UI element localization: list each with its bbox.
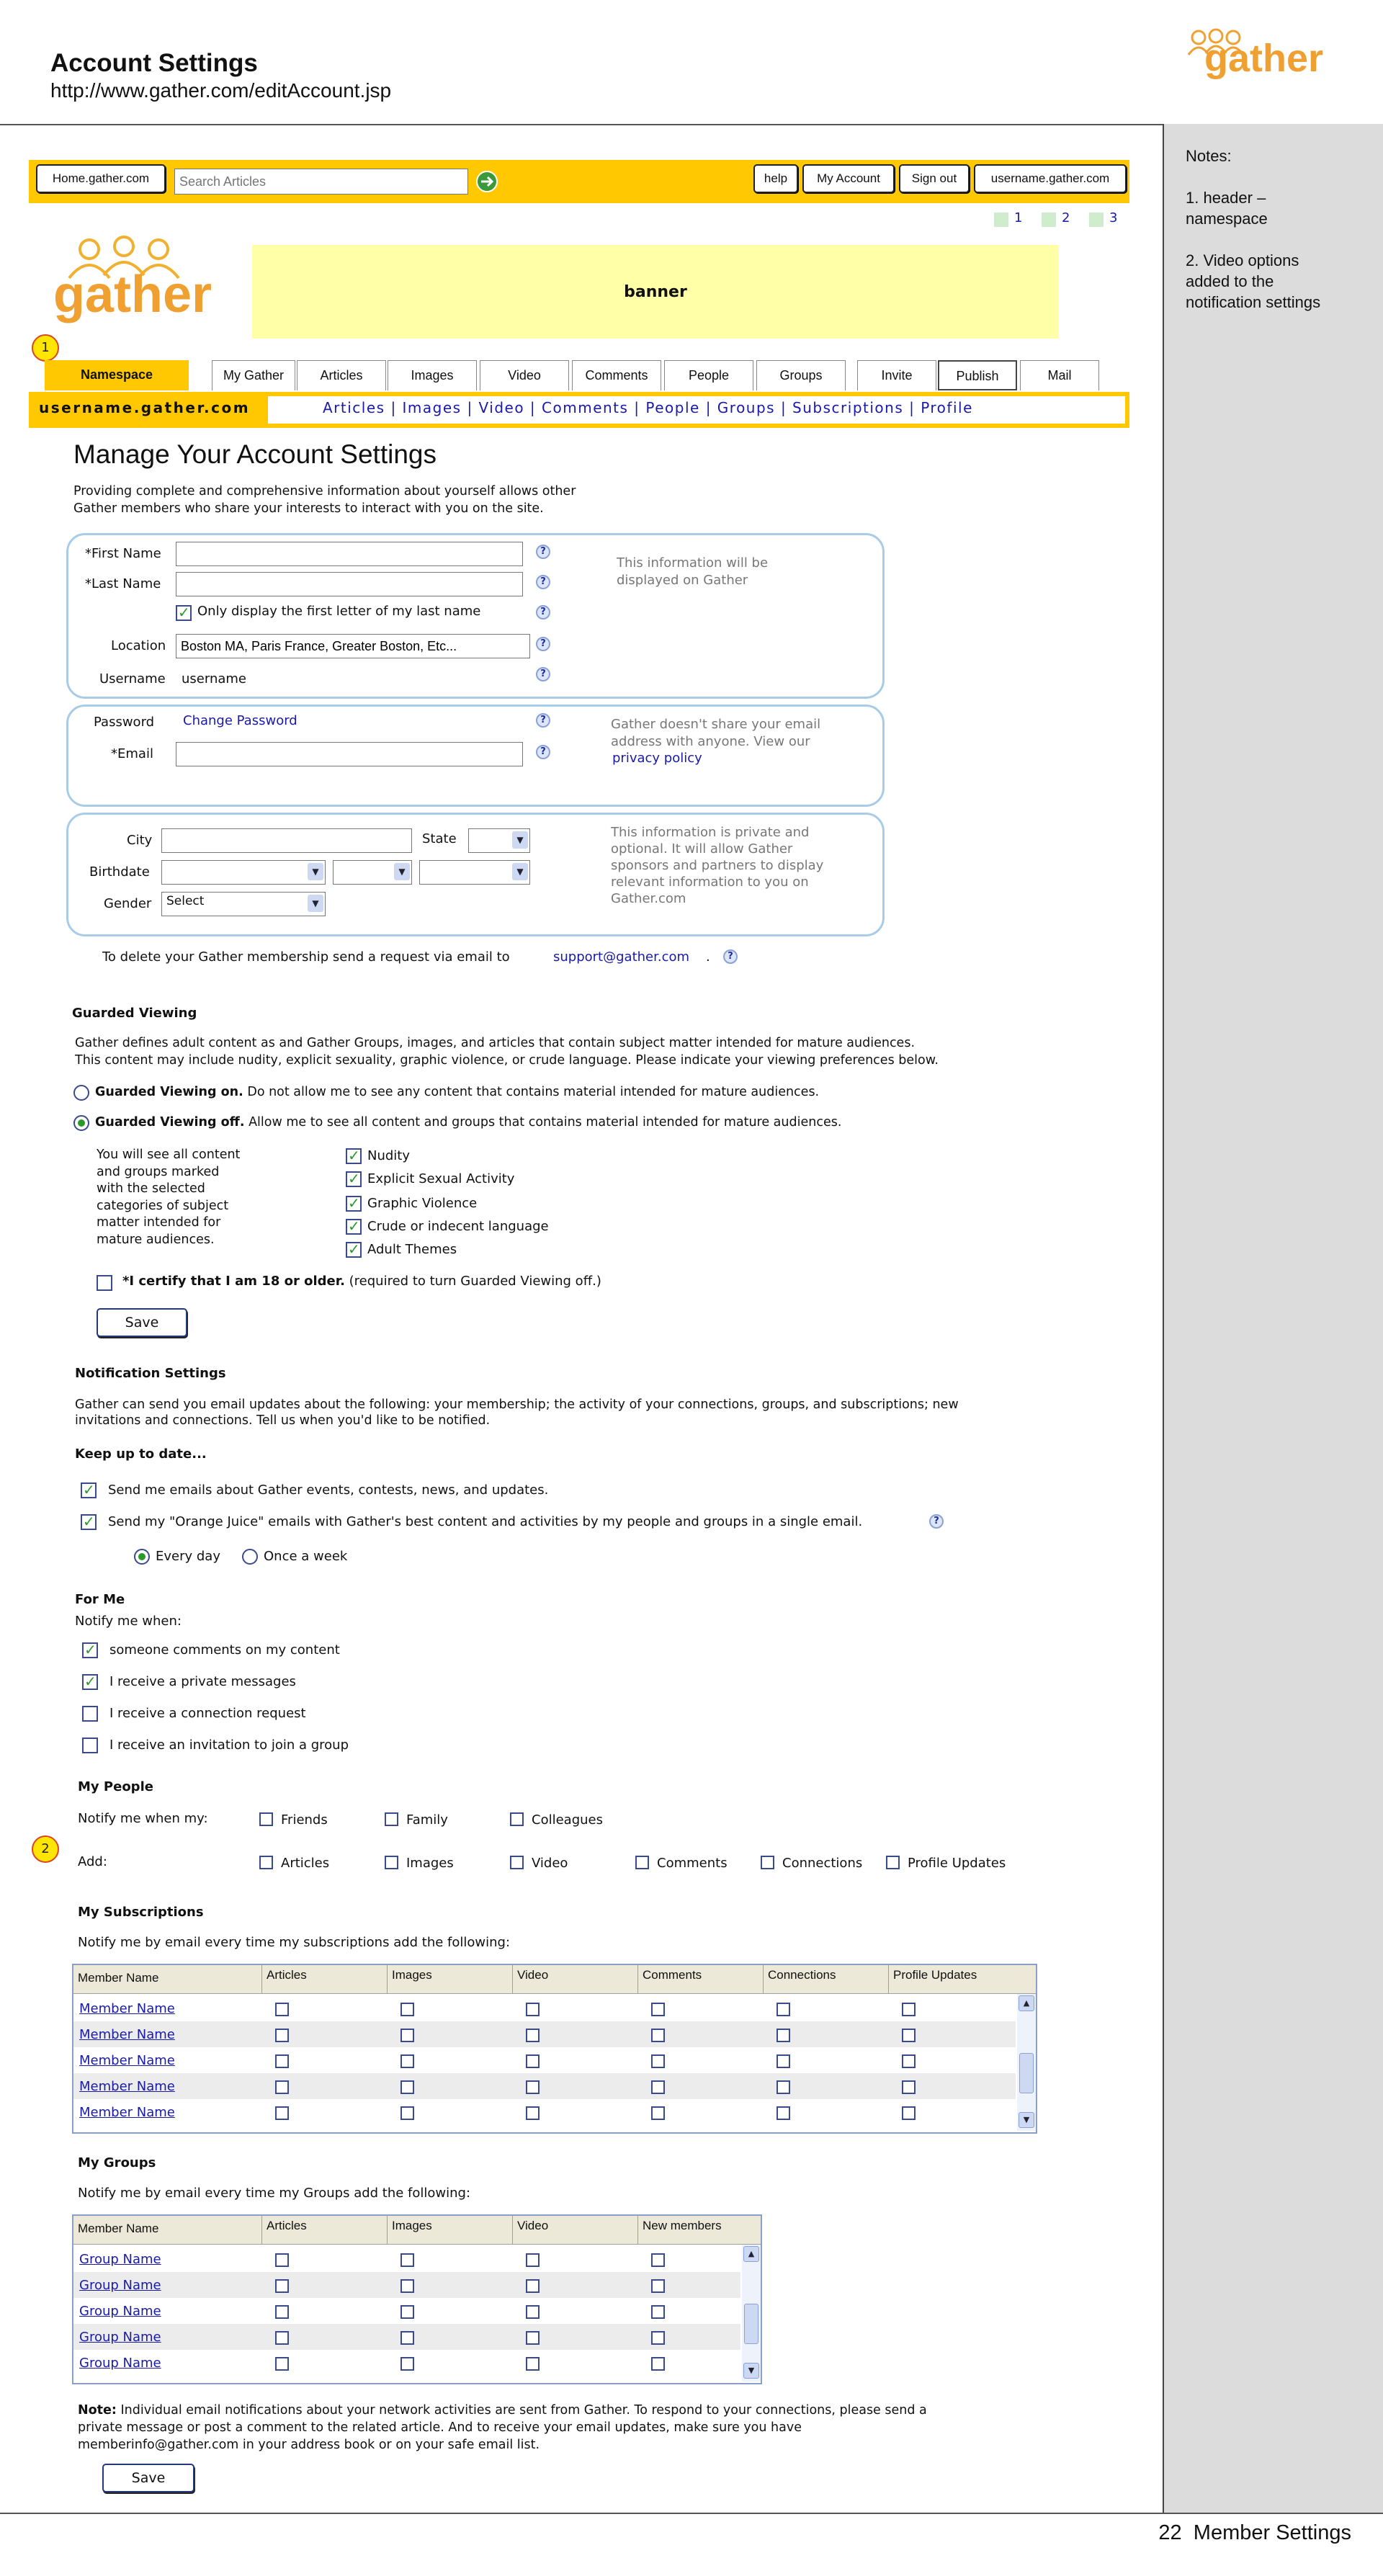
certify-checkbox[interactable] xyxy=(97,1275,112,1291)
username-value: username xyxy=(182,671,246,687)
grid-checkbox[interactable] xyxy=(400,2305,414,2319)
logo-wordmark: gather xyxy=(1204,37,1324,80)
grid-checkbox[interactable] xyxy=(275,2305,289,2319)
group-name-link[interactable]: Group Name xyxy=(79,2252,161,2267)
intro-line-2: Gather members who share your interests to interact with you on the site. xyxy=(73,501,544,516)
add-item: Profile Updates xyxy=(908,1856,1006,1871)
sign-out-button[interactable]: Sign out xyxy=(899,164,970,193)
grid-checkbox[interactable] xyxy=(400,2080,414,2094)
grid-checkbox[interactable] xyxy=(275,2080,289,2094)
state-label: State xyxy=(422,831,457,846)
guarded-on-text: Do not allow me to see any content that contains material intended for mature audiences. xyxy=(247,1085,820,1099)
grid-checkbox[interactable] xyxy=(651,2253,665,2267)
explicit-checkbox[interactable] xyxy=(346,1171,362,1187)
email-label: *Email xyxy=(111,746,153,761)
for-me-item: I receive a private messages xyxy=(109,1674,296,1689)
scroll-down-icon[interactable]: ▼ xyxy=(1019,2112,1034,2128)
search-go-icon[interactable] xyxy=(473,169,501,194)
grid-col-header[interactable]: New members xyxy=(643,2219,722,2232)
add-video-checkbox[interactable] xyxy=(510,1856,524,1869)
grid-checkbox[interactable] xyxy=(902,2003,916,2016)
gender-select-value: Select xyxy=(166,894,205,908)
guarded-off-bold: Guarded Viewing off. xyxy=(95,1115,245,1130)
birth-year-select[interactable] xyxy=(419,860,530,885)
table-row xyxy=(73,2324,740,2350)
tab-namespace[interactable]: Namespace xyxy=(45,360,189,390)
note-line-1 xyxy=(78,2403,927,2418)
grid-header xyxy=(73,2216,761,2245)
category-label: Explicit Sexual Activity xyxy=(367,1171,515,1186)
footer-label: Member Settings xyxy=(1193,2521,1351,2544)
grid-checkbox[interactable] xyxy=(400,2331,414,2345)
grid-checkbox[interactable] xyxy=(651,2003,665,2016)
grid-col-header[interactable]: Images xyxy=(388,1965,513,1993)
nudity-checkbox[interactable] xyxy=(346,1148,362,1164)
search-input[interactable] xyxy=(174,169,468,194)
people-item: Friends xyxy=(281,1812,328,1828)
grid-checkbox[interactable] xyxy=(902,2054,916,2068)
groups-grid xyxy=(72,2214,762,2384)
every-day-label: Every day xyxy=(156,1549,220,1564)
notes-panel xyxy=(1163,124,1383,2513)
member-name-link[interactable]: Member Name xyxy=(79,2105,175,2120)
grid-col-header[interactable]: Video xyxy=(513,2216,638,2244)
doc-url: http://www.gather.com/editAccount.jsp xyxy=(50,79,392,102)
my-account-button[interactable]: My Account xyxy=(802,164,895,193)
grid-col-header[interactable]: Profile Updates xyxy=(893,1968,977,1982)
namespace-bar xyxy=(29,392,1129,428)
grid-checkbox[interactable] xyxy=(526,2003,540,2016)
grid-checkbox[interactable] xyxy=(526,2080,540,2094)
guarded-on-label xyxy=(95,1085,819,1099)
every-day-radio[interactable] xyxy=(134,1549,150,1565)
grid-checkbox[interactable] xyxy=(526,2331,540,2345)
note-bold: Note: xyxy=(78,2403,117,2418)
grid-checkbox[interactable] xyxy=(776,2080,790,2094)
grid-checkbox[interactable] xyxy=(400,2106,414,2120)
orange-juice-checkbox[interactable] xyxy=(81,1514,97,1530)
namespace-links[interactable]: Articles | Images | Video | Comments | People | Groups | Subscriptions | Profile xyxy=(323,399,973,416)
grid-checkbox[interactable] xyxy=(902,2080,916,2094)
scroll-thumb[interactable] xyxy=(1019,2053,1034,2093)
last-name-label: *Last Name xyxy=(85,576,161,591)
grid-checkbox[interactable] xyxy=(526,2279,540,2293)
gender-label: Gender xyxy=(104,896,152,911)
grid-checkbox[interactable] xyxy=(526,2029,540,2042)
email-note: Gather doesn't share your email address with anyone. View our xyxy=(611,717,821,749)
grid-checkbox[interactable] xyxy=(275,2357,289,2371)
city-label: City xyxy=(127,833,153,848)
page-swatch xyxy=(1042,213,1056,227)
first-letter-checkbox[interactable] xyxy=(176,605,192,621)
category-label: Graphic Violence xyxy=(367,1196,478,1211)
table-row xyxy=(73,2350,740,2376)
pager-1[interactable]: 1 xyxy=(1014,210,1023,225)
birth-month-select[interactable] xyxy=(161,860,326,885)
guarded-on-radio[interactable] xyxy=(73,1085,89,1101)
grid-checkbox[interactable] xyxy=(275,2279,289,2293)
footer xyxy=(1158,2521,1351,2545)
grid-checkbox[interactable] xyxy=(526,2357,540,2371)
guarded-off-label xyxy=(95,1115,841,1130)
tab-people[interactable]: People xyxy=(664,360,753,390)
tab-articles[interactable]: Articles xyxy=(297,360,386,390)
people-item: Family xyxy=(406,1812,448,1828)
tab-groups[interactable]: Groups xyxy=(756,360,846,390)
grid-checkbox[interactable] xyxy=(651,2331,665,2345)
guarded-heading: Guarded Viewing xyxy=(72,1006,197,1021)
table-row xyxy=(73,2272,740,2298)
grid-checkbox[interactable] xyxy=(526,2305,540,2319)
grid-col-header[interactable]: Articles xyxy=(262,1965,388,1993)
grid-checkbox[interactable] xyxy=(526,2253,540,2267)
tab-mail[interactable]: Mail xyxy=(1020,360,1099,390)
for-me-heading: For Me xyxy=(75,1592,125,1607)
tab-my-gather[interactable]: My Gather xyxy=(212,360,295,390)
gather-logo-small xyxy=(1178,26,1351,98)
logo-wordmark-large: gather xyxy=(53,266,212,323)
table-row xyxy=(73,2246,740,2272)
grid-checkbox[interactable] xyxy=(651,2106,665,2120)
notify-my-label: Notify me when my: xyxy=(78,1811,208,1826)
help-icon[interactable]: ? xyxy=(929,1514,944,1529)
notify-when-label: Notify me when: xyxy=(75,1614,182,1629)
grid-checkbox[interactable] xyxy=(275,2003,289,2016)
help-icon[interactable]: ? xyxy=(536,545,550,559)
orange-juice-label: Send my "Orange Juice" emails with Gather's best content and activities by my people and groups in a single email. xyxy=(108,1514,863,1529)
grid-checkbox[interactable] xyxy=(400,2357,414,2371)
keep-up-heading: Keep up to date... xyxy=(75,1446,207,1462)
add-item: Images xyxy=(406,1856,454,1871)
gender-select[interactable] xyxy=(161,892,326,916)
for-me-item: I receive a connection request xyxy=(109,1706,306,1721)
subscriptions-heading: My Subscriptions xyxy=(78,1905,204,1920)
info-note: This information will be displayed on Gather xyxy=(617,555,769,588)
scroll-up-icon[interactable]: ▲ xyxy=(743,2246,759,2262)
help-icon[interactable]: ? xyxy=(536,745,550,759)
table-row xyxy=(73,2073,1016,2099)
category-label: Adult Themes xyxy=(367,1242,457,1257)
grid-scrollbar[interactable] xyxy=(742,2245,761,2382)
grid-checkbox[interactable] xyxy=(651,2279,665,2293)
table-row xyxy=(73,2298,740,2324)
chevron-down-icon: ▼ xyxy=(308,863,323,880)
add-item: Comments xyxy=(657,1856,728,1871)
group-name-link[interactable]: Group Name xyxy=(79,2278,161,2293)
groups-desc: Notify me by email every time my Groups add the following: xyxy=(78,2186,471,2201)
help-icon[interactable]: ? xyxy=(536,575,550,589)
city-input[interactable] xyxy=(161,828,412,853)
certify-label xyxy=(122,1274,601,1289)
annotation-marker-2: 2 xyxy=(32,1835,59,1863)
tab-images[interactable]: Images xyxy=(388,360,477,390)
period: . xyxy=(706,949,710,965)
grid-checkbox[interactable] xyxy=(275,2054,289,2068)
grid-scrollbar[interactable] xyxy=(1017,1994,1036,2131)
grid-checkbox[interactable] xyxy=(902,2106,916,2120)
for-me-item: someone comments on my content xyxy=(109,1642,340,1658)
pager-3[interactable]: 3 xyxy=(1109,210,1118,225)
notifications-save-button[interactable]: Save xyxy=(102,2464,194,2492)
grid-checkbox[interactable] xyxy=(275,2253,289,2267)
guarded-off-text: Allow me to see all content and groups that contains material intended for mature audiences. xyxy=(249,1115,842,1130)
violence-checkbox[interactable] xyxy=(346,1196,362,1212)
delete-text: To delete your Gather membership send a request via email to xyxy=(102,949,510,965)
connection-request-checkbox[interactable] xyxy=(82,1706,98,1722)
username-button[interactable]: username.gather.com xyxy=(974,164,1127,193)
chevron-down-icon: ▼ xyxy=(512,831,528,849)
grid-checkbox[interactable] xyxy=(776,2054,790,2068)
first-letter-label: Only display the first letter of my last name xyxy=(197,604,481,619)
chevron-down-icon: ▼ xyxy=(512,863,528,880)
birthdate-label: Birthdate xyxy=(89,864,150,880)
grid-header xyxy=(73,1965,1036,1994)
grid-checkbox[interactable] xyxy=(776,2029,790,2042)
events-checkbox[interactable] xyxy=(81,1482,97,1498)
grid-checkbox[interactable] xyxy=(275,2029,289,2042)
state-select[interactable] xyxy=(468,828,530,853)
grid-checkbox[interactable] xyxy=(275,2106,289,2120)
help-button[interactable]: help xyxy=(753,164,798,193)
grid-checkbox[interactable] xyxy=(526,2106,540,2120)
add-profile-updates-checkbox[interactable] xyxy=(886,1856,900,1869)
notification-heading: Notification Settings xyxy=(75,1366,226,1381)
privacy-policy-link[interactable]: privacy policy xyxy=(612,751,702,766)
member-name-link[interactable]: Member Name xyxy=(79,2079,175,2094)
once-week-label: Once a week xyxy=(264,1549,348,1564)
notification-desc-2: invitations and connections. Tell us when you'd like to be notified. xyxy=(75,1413,491,1428)
certify-bold: *I certify that I am 18 or older. xyxy=(122,1274,345,1289)
notification-desc-1: Gather can send you email updates about the following: your membership; the activity of your connections, groups, and subscriptions; new xyxy=(75,1397,959,1412)
help-icon[interactable]: ? xyxy=(536,637,550,651)
group-invitation-checkbox[interactable] xyxy=(82,1738,98,1753)
group-name-link[interactable]: Group Name xyxy=(79,2356,161,2371)
first-name-label: *First Name xyxy=(85,546,161,561)
add-label: Add: xyxy=(78,1854,107,1869)
grid-checkbox[interactable] xyxy=(651,2357,665,2371)
private-messages-checkbox[interactable] xyxy=(82,1674,98,1690)
grid-col-header[interactable]: Images xyxy=(388,2216,513,2244)
grid-checkbox[interactable] xyxy=(651,2305,665,2319)
grid-checkbox[interactable] xyxy=(400,2253,414,2267)
crude-language-checkbox[interactable] xyxy=(346,1219,362,1235)
page-swatch xyxy=(1089,213,1104,227)
add-connections-checkbox[interactable] xyxy=(761,1856,774,1869)
table-row xyxy=(73,1995,1016,2021)
add-item: Connections xyxy=(782,1856,863,1871)
scroll-up-icon[interactable]: ▲ xyxy=(1019,1995,1034,2011)
private-note: This information is private and optional. It will allow Gather sponsors and partners to display relevant information to you on Gather.com xyxy=(611,825,824,906)
subscriptions-grid xyxy=(72,1964,1037,2134)
add-articles-checkbox[interactable] xyxy=(259,1856,273,1869)
category-label: Nudity xyxy=(367,1148,411,1163)
grid-col-header[interactable]: Member Name xyxy=(73,2216,262,2244)
grid-checkbox[interactable] xyxy=(275,2331,289,2345)
support-email-link[interactable]: support@gather.com xyxy=(553,949,690,965)
certify-text: (required to turn Guarded Viewing off.) xyxy=(349,1274,601,1289)
add-comments-checkbox[interactable] xyxy=(635,1856,649,1869)
guarded-off-radio[interactable] xyxy=(73,1115,89,1131)
people-item: Colleagues xyxy=(532,1812,603,1828)
member-name-link[interactable]: Member Name xyxy=(79,2053,175,2068)
colleagues-checkbox[interactable] xyxy=(510,1812,524,1826)
tab-publish[interactable]: Publish xyxy=(938,360,1017,390)
guarded-on-bold: Guarded Viewing on. xyxy=(95,1085,243,1099)
grid-col-header[interactable]: Member Name xyxy=(73,1965,262,1993)
scroll-thumb[interactable] xyxy=(744,2304,758,2344)
comments-checkbox[interactable] xyxy=(82,1642,98,1658)
note-line-2: private message or post a comment to the related article. And to receive your email updates, make sure you have xyxy=(78,2420,802,2435)
member-name-link[interactable]: Member Name xyxy=(79,2027,175,2042)
grid-checkbox[interactable] xyxy=(400,2054,414,2068)
notes-text: Notes: 1. header – namespace 2. Video options added to the notification settings xyxy=(1186,147,1321,311)
annotation-marker-1: 1 xyxy=(32,334,59,362)
grid-checkbox[interactable] xyxy=(400,2279,414,2293)
grid-checkbox[interactable] xyxy=(526,2054,540,2068)
first-name-input[interactable] xyxy=(176,542,523,566)
group-name-link[interactable]: Group Name xyxy=(79,2330,161,2345)
chevron-down-icon: ▼ xyxy=(394,863,410,880)
location-label: Location xyxy=(111,638,166,653)
help-icon[interactable]: ? xyxy=(536,713,550,728)
table-row xyxy=(73,2099,1016,2125)
birth-day-select[interactable] xyxy=(333,860,412,885)
chevron-down-icon: ▼ xyxy=(308,895,323,912)
tab-invite[interactable]: Invite xyxy=(857,360,936,390)
group-name-link[interactable]: Group Name xyxy=(79,2304,161,2319)
page-title: Manage Your Account Settings xyxy=(73,439,437,469)
guarded-side-note: You will see all content and groups marked with the selected categories of subject matter intended for mature audiences. xyxy=(97,1148,241,1247)
table-row xyxy=(73,2047,1016,2073)
tab-video[interactable]: Video xyxy=(480,360,569,390)
family-checkbox[interactable] xyxy=(385,1812,398,1826)
grid-col-header[interactable]: Video xyxy=(513,1965,638,1993)
tab-comments[interactable]: Comments xyxy=(572,360,661,390)
guarded-desc-2: This content may include nudity, explicit sexuality, graphic violence, or crude language. Please indicate your viewing preferences below. xyxy=(75,1053,939,1068)
gather-logo xyxy=(52,232,232,326)
footer-page-number: 22 xyxy=(1158,2521,1182,2544)
add-item: Articles xyxy=(281,1856,330,1871)
guarded-desc-1: Gather defines adult content as and Gather Groups, images, and articles that contain subject matter intended for mature audiences. xyxy=(75,1036,916,1050)
top-bar xyxy=(29,160,1129,203)
pager-2[interactable]: 2 xyxy=(1062,210,1070,225)
add-item: Video xyxy=(532,1856,568,1871)
email-input[interactable] xyxy=(176,742,523,766)
grid-checkbox[interactable] xyxy=(776,2106,790,2120)
grid-checkbox[interactable] xyxy=(651,2054,665,2068)
doc-title: Account Settings xyxy=(50,49,258,77)
adult-themes-checkbox[interactable] xyxy=(346,1242,362,1258)
groups-heading: My Groups xyxy=(78,2155,156,2170)
namespace-name: username.gather.com xyxy=(39,399,251,416)
home-button[interactable]: Home.gather.com xyxy=(36,164,166,193)
member-name-link[interactable]: Member Name xyxy=(79,2001,175,2016)
scroll-down-icon[interactable]: ▼ xyxy=(743,2363,759,2379)
subscriptions-desc: Notify me by email every time my subscriptions add the following: xyxy=(78,1935,511,1950)
grid-col-header[interactable]: Connections xyxy=(764,1965,889,1993)
username-label: Username xyxy=(99,671,166,687)
grid-checkbox[interactable] xyxy=(400,2029,414,2042)
password-label: Password xyxy=(94,715,155,730)
location-input[interactable] xyxy=(176,634,530,658)
last-name-input[interactable] xyxy=(176,572,523,596)
once-week-radio[interactable] xyxy=(242,1549,258,1565)
grid-col-header[interactable]: Articles xyxy=(262,2216,388,2244)
grid-checkbox[interactable] xyxy=(651,2080,665,2094)
for-me-item: I receive an invitation to join a group xyxy=(109,1738,349,1753)
friends-checkbox[interactable] xyxy=(259,1812,273,1826)
guarded-save-button[interactable]: Save xyxy=(97,1308,187,1337)
grid-checkbox[interactable] xyxy=(902,2029,916,2042)
help-icon[interactable]: ? xyxy=(536,605,550,620)
banner: banner xyxy=(252,245,1059,339)
note-line-3: memberinfo@gather.com in your address book or on your safe email list. xyxy=(78,2438,540,2452)
help-icon[interactable]: ? xyxy=(536,667,550,681)
grid-checkbox[interactable] xyxy=(776,2003,790,2016)
add-images-checkbox[interactable] xyxy=(385,1856,398,1869)
change-password-link[interactable]: Change Password xyxy=(183,713,297,728)
events-label: Send me emails about Gather events, contests, news, and updates. xyxy=(108,1482,549,1498)
grid-checkbox[interactable] xyxy=(400,2003,414,2016)
intro-line-1: Providing complete and comprehensive information about yourself allows other xyxy=(73,484,576,498)
note-text-1: Individual email notifications about your network activities are sent from Gather. To respond to your connections, please send a xyxy=(120,2403,927,2418)
table-row xyxy=(73,2021,1016,2047)
grid-col-header[interactable]: Comments xyxy=(638,1965,764,1993)
my-people-heading: My People xyxy=(78,1779,153,1794)
page-swatch xyxy=(994,213,1008,227)
help-icon[interactable]: ? xyxy=(723,949,738,964)
category-label: Crude or indecent language xyxy=(367,1219,549,1234)
grid-checkbox[interactable] xyxy=(651,2029,665,2042)
